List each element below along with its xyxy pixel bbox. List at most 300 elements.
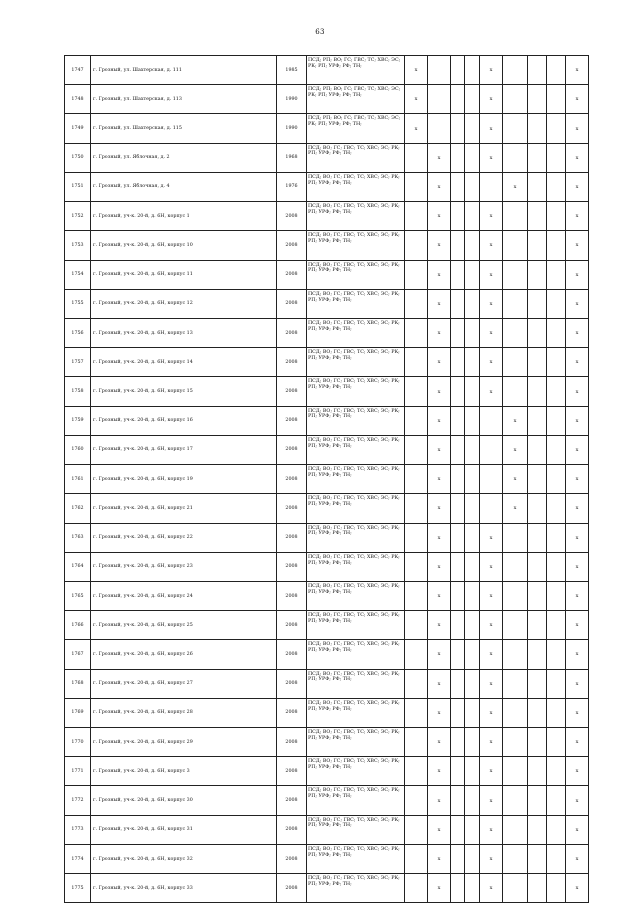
mark-cell: x [480, 844, 503, 873]
mark-cell [528, 581, 547, 610]
mark-cell [428, 85, 451, 114]
mark-cell: x [480, 728, 503, 757]
mark-cell [528, 435, 547, 464]
services-cell: ПСД; РП; ВО; ГС; ГВС; ТС; ХВС; ЭС; РК; РП; УРФ; РФ; ТН; [307, 56, 405, 85]
mark-cell [465, 874, 480, 903]
table-row [65, 581, 589, 610]
mark-cell [451, 231, 465, 260]
address-cell: г. Грозный, уч-к. 20-й, д. 6Н, корпус 33 [91, 874, 277, 903]
services-cell: ПСД; ВО; ГС; ГВС; ТС; ХВС; ЭС; РК; РП; УРФ; РФ; ТН; [307, 348, 405, 377]
mark-cell [405, 172, 428, 201]
address-cell: г. Грозный, ул. Яблочная, д. 4 [91, 172, 277, 201]
mark-cell: x [428, 318, 451, 347]
mark-cell [465, 581, 480, 610]
mark-cell [528, 494, 547, 523]
address-cell: г. Грозный, уч-к. 20-й, д. 6Н, корпус 17 [91, 435, 277, 464]
record-number-cell: 1767 [65, 640, 91, 669]
mark-cell: x [480, 231, 503, 260]
record-number-cell: 1771 [65, 757, 91, 786]
mark-cell [528, 377, 547, 406]
services-cell: ПСД; ВО; ГС; ГВС; ТС; ХВС; ЭС; РК; РП; УРФ; РФ; ТН; [307, 640, 405, 669]
mark-cell: x [428, 143, 451, 172]
mark-cell [451, 318, 465, 347]
year-built-cell: 2008 [277, 669, 307, 698]
mark-cell [547, 844, 566, 873]
table-row [65, 698, 589, 727]
record-number-cell: 1769 [65, 698, 91, 727]
services-cell: ПСД; ВО; ГС; ГВС; ТС; ХВС; ЭС; РК; РП; УРФ; РФ; ТН; [307, 465, 405, 494]
mark-cell [547, 611, 566, 640]
mark-cell: x [480, 318, 503, 347]
mark-cell [465, 114, 480, 143]
address-cell: г. Грозный, уч-к. 20-й, д. 6Н, корпус 29 [91, 728, 277, 757]
record-number-cell: 1760 [65, 435, 91, 464]
mark-cell: x [428, 172, 451, 201]
mark-cell: x [428, 377, 451, 406]
mark-cell [503, 815, 528, 844]
record-number-cell: 1762 [65, 494, 91, 523]
mark-cell [528, 611, 547, 640]
mark-cell [465, 56, 480, 85]
year-built-cell: 1990 [277, 114, 307, 143]
mark-cell: x [480, 289, 503, 318]
mark-cell [547, 757, 566, 786]
services-cell: ПСД; ВО; ГС; ГВС; ТС; ХВС; ЭС; РК; РП; УРФ; РФ; ТН; [307, 377, 405, 406]
year-built-cell: 2008 [277, 581, 307, 610]
mark-cell: x [428, 523, 451, 552]
mark-cell [547, 406, 566, 435]
mark-cell [451, 757, 465, 786]
mark-cell: x [566, 202, 589, 231]
mark-cell [547, 874, 566, 903]
mark-cell: x [566, 698, 589, 727]
mark-cell [465, 406, 480, 435]
services-cell: ПСД; РП; ВО; ГС; ГВС; ТС; ХВС; ЭС; РК; РП; УРФ; РФ; ТН; [307, 85, 405, 114]
mark-cell [405, 494, 428, 523]
mark-cell [451, 377, 465, 406]
year-built-cell: 2008 [277, 260, 307, 289]
mark-cell [405, 202, 428, 231]
mark-cell [405, 143, 428, 172]
mark-cell: x [428, 231, 451, 260]
mark-cell [547, 202, 566, 231]
mark-cell [465, 231, 480, 260]
table-row [65, 143, 589, 172]
address-cell: г. Грозный, ул. Шахтерская, д. 113 [91, 85, 277, 114]
record-number-cell: 1747 [65, 56, 91, 85]
services-cell: ПСД; ВО; ГС; ГВС; ТС; ХВС; ЭС; РК; РП; УРФ; РФ; ТН; [307, 757, 405, 786]
year-built-cell: 2008 [277, 611, 307, 640]
mark-cell [528, 874, 547, 903]
mark-cell [451, 143, 465, 172]
year-built-cell: 2008 [277, 202, 307, 231]
address-cell: г. Грозный, уч-к. 20-й, д. 6Н, корпус 3 [91, 757, 277, 786]
mark-cell: x [566, 786, 589, 815]
address-cell: г. Грозный, ул. Яблочная, д. 2 [91, 143, 277, 172]
record-number-cell: 1768 [65, 669, 91, 698]
mark-cell [503, 669, 528, 698]
mark-cell [503, 728, 528, 757]
mark-cell [503, 523, 528, 552]
mark-cell: x [428, 844, 451, 873]
year-built-cell: 2008 [277, 494, 307, 523]
mark-cell: x [566, 260, 589, 289]
mark-cell: x [503, 406, 528, 435]
mark-cell [547, 494, 566, 523]
record-number-cell: 1756 [65, 318, 91, 347]
mark-cell: x [480, 56, 503, 85]
record-number-cell: 1753 [65, 231, 91, 260]
mark-cell [405, 611, 428, 640]
mark-cell [503, 844, 528, 873]
services-cell: ПСД; ВО; ГС; ГВС; ТС; ХВС; ЭС; РК; РП; УРФ; РФ; ТН; [307, 231, 405, 260]
register-table [64, 55, 589, 903]
mark-cell [528, 85, 547, 114]
services-cell: ПСД; ВО; ГС; ГВС; ТС; ХВС; ЭС; РК; РП; УРФ; РФ; ТН; [307, 552, 405, 581]
mark-cell: x [480, 143, 503, 172]
mark-cell [528, 202, 547, 231]
mark-cell [480, 435, 503, 464]
table-row [65, 289, 589, 318]
mark-cell [405, 728, 428, 757]
mark-cell [451, 289, 465, 318]
mark-cell: x [566, 435, 589, 464]
table-row [65, 377, 589, 406]
year-built-cell: 2008 [277, 231, 307, 260]
mark-cell [451, 435, 465, 464]
table-row [65, 815, 589, 844]
table-row [65, 318, 589, 347]
mark-cell [465, 844, 480, 873]
mark-cell [405, 581, 428, 610]
services-cell: ПСД; ВО; ГС; ГВС; ТС; ХВС; ЭС; РК; РП; УРФ; РФ; ТН; [307, 874, 405, 903]
mark-cell [528, 318, 547, 347]
mark-cell [451, 728, 465, 757]
mark-cell: x [480, 114, 503, 143]
mark-cell [503, 581, 528, 610]
address-cell: г. Грозный, уч-к. 20-й, д. 6Н, корпус 32 [91, 844, 277, 873]
mark-cell [465, 172, 480, 201]
address-cell: г. Грозный, уч-к. 20-й, д. 6Н, корпус 1 [91, 202, 277, 231]
mark-cell: x [566, 815, 589, 844]
mark-cell: x [428, 698, 451, 727]
mark-cell [503, 640, 528, 669]
mark-cell: x [480, 552, 503, 581]
mark-cell [528, 143, 547, 172]
year-built-cell: 2008 [277, 289, 307, 318]
mark-cell [503, 757, 528, 786]
mark-cell [503, 114, 528, 143]
mark-cell: x [566, 465, 589, 494]
services-cell: ПСД; ВО; ГС; ГВС; ТС; ХВС; ЭС; РК; РП; УРФ; РФ; ТН; [307, 289, 405, 318]
mark-cell [465, 552, 480, 581]
mark-cell [451, 815, 465, 844]
record-number-cell: 1766 [65, 611, 91, 640]
record-number-cell: 1763 [65, 523, 91, 552]
address-cell: г. Грозный, уч-к. 20-й, д. 6Н, корпус 13 [91, 318, 277, 347]
address-cell: г. Грозный, уч-к. 20-й, д. 6Н, корпус 10 [91, 231, 277, 260]
services-cell: ПСД; ВО; ГС; ГВС; ТС; ХВС; ЭС; РК; РП; УРФ; РФ; ТН; [307, 844, 405, 873]
record-number-cell: 1754 [65, 260, 91, 289]
record-number-cell: 1761 [65, 465, 91, 494]
year-built-cell: 2008 [277, 815, 307, 844]
mark-cell [528, 114, 547, 143]
mark-cell [405, 435, 428, 464]
mark-cell [547, 669, 566, 698]
mark-cell [405, 289, 428, 318]
mark-cell [465, 640, 480, 669]
page-number: 63 [315, 28, 325, 36]
mark-cell: x [566, 318, 589, 347]
mark-cell [451, 56, 465, 85]
mark-cell: x [566, 669, 589, 698]
year-built-cell: 1985 [277, 56, 307, 85]
mark-cell [405, 698, 428, 727]
mark-cell [405, 377, 428, 406]
mark-cell: x [428, 581, 451, 610]
mark-cell: x [480, 202, 503, 231]
year-built-cell: 2008 [277, 348, 307, 377]
mark-cell [528, 289, 547, 318]
mark-cell: x [566, 85, 589, 114]
mark-cell [528, 786, 547, 815]
table-row [65, 406, 589, 435]
mark-cell: x [503, 172, 528, 201]
address-cell: г. Грозный, уч-к. 20-й, д. 6Н, корпус 24 [91, 581, 277, 610]
mark-cell [451, 552, 465, 581]
mark-cell: x [405, 56, 428, 85]
table-row [65, 523, 589, 552]
mark-cell: x [566, 231, 589, 260]
address-cell: г. Грозный, уч-к. 20-й, д. 6Н, корпус 30 [91, 786, 277, 815]
mark-cell [528, 698, 547, 727]
mark-cell: x [480, 348, 503, 377]
mark-cell [503, 348, 528, 377]
mark-cell [465, 611, 480, 640]
table-row [65, 874, 589, 903]
mark-cell [503, 786, 528, 815]
mark-cell [451, 114, 465, 143]
mark-cell [451, 494, 465, 523]
services-cell: ПСД; ВО; ГС; ГВС; ТС; ХВС; ЭС; РК; РП; УРФ; РФ; ТН; [307, 260, 405, 289]
services-cell: ПСД; РП; ВО; ГС; ГВС; ТС; ХВС; ЭС; РК; РП; УРФ; РФ; ТН; [307, 114, 405, 143]
mark-cell [465, 494, 480, 523]
mark-cell [451, 669, 465, 698]
mark-cell [547, 698, 566, 727]
services-cell: ПСД; ВО; ГС; ГВС; ТС; ХВС; ЭС; РК; РП; УРФ; РФ; ТН; [307, 581, 405, 610]
mark-cell [528, 172, 547, 201]
services-cell: ПСД; ВО; ГС; ГВС; ТС; ХВС; ЭС; РК; РП; УРФ; РФ; ТН; [307, 318, 405, 347]
mark-cell [528, 728, 547, 757]
table-row [65, 552, 589, 581]
mark-cell [547, 85, 566, 114]
mark-cell: x [405, 114, 428, 143]
services-cell: ПСД; ВО; ГС; ГВС; ТС; ХВС; ЭС; РК; РП; УРФ; РФ; ТН; [307, 728, 405, 757]
year-built-cell: 2008 [277, 552, 307, 581]
mark-cell [547, 172, 566, 201]
mark-cell [547, 348, 566, 377]
mark-cell [547, 56, 566, 85]
mark-cell [405, 260, 428, 289]
mark-cell [405, 465, 428, 494]
address-cell: г. Грозный, уч-к. 20-й, д. 6Н, корпус 26 [91, 640, 277, 669]
mark-cell [480, 494, 503, 523]
mark-cell: x [503, 435, 528, 464]
mark-cell: x [428, 815, 451, 844]
record-number-cell: 1752 [65, 202, 91, 231]
mark-cell [503, 56, 528, 85]
mark-cell [547, 231, 566, 260]
year-built-cell: 2008 [277, 377, 307, 406]
mark-cell [451, 202, 465, 231]
mark-cell: x [480, 786, 503, 815]
table-row [65, 202, 589, 231]
mark-cell [547, 786, 566, 815]
mark-cell: x [428, 728, 451, 757]
address-cell: г. Грозный, уч-к. 20-й, д. 6Н, корпус 12 [91, 289, 277, 318]
mark-cell: x [480, 260, 503, 289]
mark-cell: x [428, 494, 451, 523]
mark-cell [465, 728, 480, 757]
mark-cell: x [480, 698, 503, 727]
mark-cell [405, 640, 428, 669]
mark-cell [480, 406, 503, 435]
year-built-cell: 2008 [277, 844, 307, 873]
mark-cell [465, 757, 480, 786]
record-number-cell: 1775 [65, 874, 91, 903]
mark-cell: x [566, 552, 589, 581]
table-row [65, 260, 589, 289]
register-table-body [65, 56, 589, 903]
mark-cell [528, 669, 547, 698]
mark-cell [547, 465, 566, 494]
table-row [65, 640, 589, 669]
mark-cell: x [480, 874, 503, 903]
mark-cell [465, 786, 480, 815]
mark-cell [503, 231, 528, 260]
table-row [65, 465, 589, 494]
mark-cell [451, 260, 465, 289]
mark-cell: x [480, 669, 503, 698]
services-cell: ПСД; ВО; ГС; ГВС; ТС; ХВС; ЭС; РК; РП; УРФ; РФ; ТН; [307, 202, 405, 231]
mark-cell [405, 815, 428, 844]
mark-cell [405, 231, 428, 260]
mark-cell: x [428, 640, 451, 669]
mark-cell [528, 844, 547, 873]
mark-cell [503, 318, 528, 347]
address-cell: г. Грозный, уч-к. 20-й, д. 6Н, корпус 15 [91, 377, 277, 406]
mark-cell [547, 289, 566, 318]
mark-cell [528, 406, 547, 435]
record-number-cell: 1764 [65, 552, 91, 581]
record-number-cell: 1748 [65, 85, 91, 114]
mark-cell [547, 377, 566, 406]
mark-cell: x [480, 581, 503, 610]
mark-cell: x [566, 406, 589, 435]
year-built-cell: 1990 [277, 85, 307, 114]
mark-cell: x [566, 143, 589, 172]
table-row [65, 757, 589, 786]
mark-cell: x [566, 114, 589, 143]
mark-cell [503, 143, 528, 172]
mark-cell [528, 552, 547, 581]
record-number-cell: 1749 [65, 114, 91, 143]
mark-cell [528, 260, 547, 289]
mark-cell [503, 377, 528, 406]
mark-cell [480, 172, 503, 201]
record-number-cell: 1770 [65, 728, 91, 757]
mark-cell [547, 435, 566, 464]
mark-cell: x [503, 465, 528, 494]
mark-cell: x [405, 85, 428, 114]
services-cell: ПСД; ВО; ГС; ГВС; ТС; ХВС; ЭС; РК; РП; УРФ; РФ; ТН; [307, 669, 405, 698]
mark-cell [451, 348, 465, 377]
table-row [65, 231, 589, 260]
mark-cell [503, 874, 528, 903]
mark-cell [547, 640, 566, 669]
mark-cell: x [428, 348, 451, 377]
table-row [65, 494, 589, 523]
mark-cell: x [428, 465, 451, 494]
services-cell: ПСД; ВО; ГС; ГВС; ТС; ХВС; ЭС; РК; РП; УРФ; РФ; ТН; [307, 494, 405, 523]
mark-cell [503, 552, 528, 581]
table-row [65, 435, 589, 464]
year-built-cell: 2008 [277, 757, 307, 786]
mark-cell: x [566, 377, 589, 406]
mark-cell: x [566, 844, 589, 873]
mark-cell [405, 786, 428, 815]
mark-cell [465, 435, 480, 464]
mark-cell [503, 698, 528, 727]
table-row [65, 56, 589, 85]
mark-cell: x [480, 815, 503, 844]
mark-cell: x [428, 552, 451, 581]
mark-cell: x [566, 348, 589, 377]
year-built-cell: 1976 [277, 172, 307, 201]
mark-cell [547, 260, 566, 289]
mark-cell: x [428, 289, 451, 318]
mark-cell: x [566, 728, 589, 757]
record-number-cell: 1751 [65, 172, 91, 201]
mark-cell [405, 874, 428, 903]
mark-cell [547, 143, 566, 172]
address-cell: г. Грозный, ул. Шахтерская, д. 115 [91, 114, 277, 143]
address-cell: г. Грозный, уч-к. 20-й, д. 6Н, корпус 25 [91, 611, 277, 640]
table-row [65, 728, 589, 757]
mark-cell [465, 318, 480, 347]
address-cell: г. Грозный, уч-к. 20-й, д. 6Н, корпус 11 [91, 260, 277, 289]
mark-cell [528, 348, 547, 377]
record-number-cell: 1755 [65, 289, 91, 318]
mark-cell: x [428, 406, 451, 435]
mark-cell [465, 289, 480, 318]
year-built-cell: 2008 [277, 728, 307, 757]
mark-cell [503, 260, 528, 289]
table-row [65, 611, 589, 640]
address-cell: г. Грозный, уч-к. 20-й, д. 6Н, корпус 23 [91, 552, 277, 581]
year-built-cell: 2008 [277, 874, 307, 903]
year-built-cell: 2008 [277, 465, 307, 494]
mark-cell [405, 757, 428, 786]
mark-cell: x [480, 523, 503, 552]
address-cell: г. Грозный, уч-к. 20-й, д. 6Н, корпус 16 [91, 406, 277, 435]
mark-cell [465, 377, 480, 406]
record-number-cell: 1773 [65, 815, 91, 844]
table-row [65, 172, 589, 201]
record-number-cell: 1758 [65, 377, 91, 406]
mark-cell [405, 552, 428, 581]
address-cell: г. Грозный, уч-к. 20-й, д. 6Н, корпус 14 [91, 348, 277, 377]
